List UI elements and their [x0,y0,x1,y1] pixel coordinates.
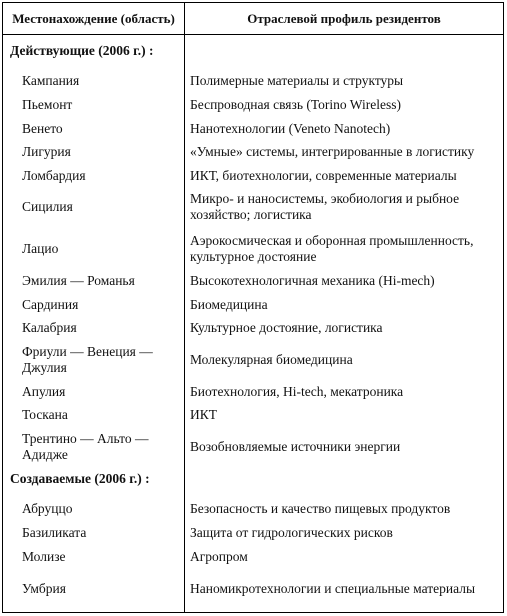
profile-cell: Молекулярная биомедицина [190,352,353,367]
header-profile: Отраслевой профиль резидентов [247,10,441,26]
header-divider [3,34,503,35]
profile-cell: Культурное достояние, логистика [190,320,383,335]
profile-cell: Безопасность и качество пищевых продуктов [190,501,451,516]
profile-cell: Биомедицина [190,297,268,312]
region-cell: Молизе [22,549,66,564]
profile-cell: «Умные» системы, интегрированные в логистику [190,144,475,159]
profile-cell: Защита от гидрологических рисков [190,525,393,540]
region-cell: Тоскана [22,407,68,422]
profile-cell: Микро- и наносистемы, экобиология и рыбное хозяйство; логистика [190,191,460,222]
profile-cell: ИКТ, биотехнологии, современные материалы [190,168,457,183]
region-cell: Лацио [22,241,59,256]
region-cell: Сицилия [22,199,73,214]
region-cell: Абруццо [22,501,73,516]
profile-cell: Наномикротехнологии и специальные материалы [190,581,476,596]
profile-cell: Беспроводная связь (Torino Wireless) [190,97,401,112]
profile-cell: Полимерные материалы и структуры [190,73,404,88]
profile-cell: Высокотехнологичная механика (Hi-mech) [190,273,435,288]
profile-cell: Нанотехнологии (Veneto Nanotech) [190,121,391,136]
profile-cell: ИКТ [190,407,217,422]
section-title-planned: Создаваемые (2006 г.) : [10,471,150,486]
region-cell: Умбрия [22,581,66,596]
region-cell: Лигурия [22,144,71,159]
profile-cell: Агропром [190,549,248,564]
profile-cell: Биотехнология, Hi-tech, мекатроника [190,384,404,399]
region-cell: Ломбардия [22,168,86,183]
header-region: Местонахождение (область) [12,10,175,26]
column-divider [184,3,185,612]
region-cell: Венето [22,121,63,136]
region-cell: Сардиния [22,297,79,312]
resident-profile-table [2,2,504,613]
region-cell: Калабрия [22,320,77,335]
region-cell: Трентино — Альто — Адидже [22,431,149,462]
region-cell: Пьемонт [22,97,73,112]
region-cell: Эмилия — Романья [22,273,135,288]
profile-cell: Возобновляемые источники энергии [190,439,401,454]
section-title-active: Действующие (2006 г.) : [10,43,154,58]
region-cell: Базиликата [22,525,87,540]
region-cell: Кампания [22,73,80,88]
region-cell: Апулия [22,384,66,399]
region-cell: Фриули — Венеция — Джулия [22,344,153,375]
profile-cell: Аэрокосмическая и оборонная промышленность, культурное достояние [190,233,474,264]
